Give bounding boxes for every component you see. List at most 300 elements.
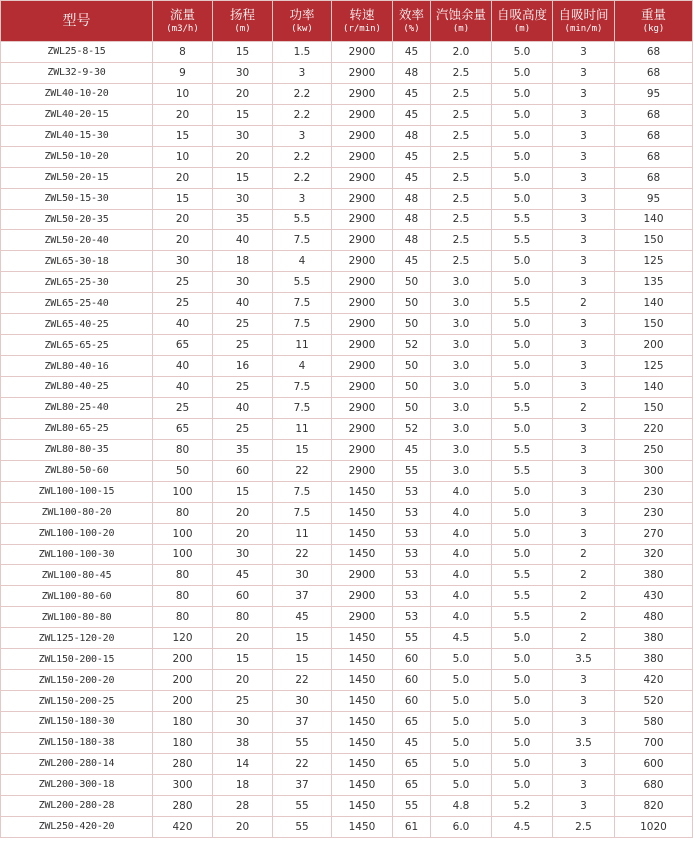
- cell-speed: 2900: [332, 83, 393, 104]
- cell-efficiency: 53: [393, 481, 431, 502]
- cell-model: ZWL80-40-16: [1, 356, 153, 377]
- cell-efficiency: 53: [393, 544, 431, 565]
- column-header-unit: (kw): [291, 23, 313, 34]
- cell-model: ZWL65-25-40: [1, 293, 153, 314]
- cell-speed: 1450: [332, 712, 393, 733]
- cell-power: 4: [273, 251, 332, 272]
- cell-priming-time: 3: [553, 712, 615, 733]
- cell-efficiency: 45: [393, 251, 431, 272]
- cell-power: 7.5: [273, 397, 332, 418]
- cell-flow: 80: [153, 502, 213, 523]
- cell-weight: 220: [615, 418, 693, 439]
- cell-weight: 150: [615, 397, 693, 418]
- cell-flow: 15: [153, 188, 213, 209]
- cell-head: 25: [213, 335, 273, 356]
- cell-flow: 9: [153, 62, 213, 83]
- cell-head: 15: [213, 104, 273, 125]
- cell-npsh: 2.5: [431, 167, 492, 188]
- cell-head: 25: [213, 314, 273, 335]
- cell-npsh: 5.0: [431, 712, 492, 733]
- cell-priming-time: 2.5: [553, 816, 615, 837]
- cell-efficiency: 45: [393, 732, 431, 753]
- cell-flow: 20: [153, 230, 213, 251]
- cell-priming-time: 3: [553, 523, 615, 544]
- cell-suction-height: 5.0: [492, 62, 553, 83]
- cell-power: 7.5: [273, 502, 332, 523]
- cell-model: ZWL40-10-20: [1, 83, 153, 104]
- cell-weight: 250: [615, 439, 693, 460]
- cell-npsh: 4.0: [431, 544, 492, 565]
- cell-weight: 135: [615, 272, 693, 293]
- cell-model: ZWL100-80-20: [1, 502, 153, 523]
- cell-suction-height: 5.0: [492, 335, 553, 356]
- cell-power: 45: [273, 607, 332, 628]
- cell-npsh: 3.0: [431, 293, 492, 314]
- cell-flow: 20: [153, 104, 213, 125]
- cell-weight: 380: [615, 628, 693, 649]
- column-header-npsh: [431, 1, 492, 42]
- column-header-model: [1, 1, 153, 42]
- cell-npsh: 4.0: [431, 607, 492, 628]
- cell-flow: 65: [153, 335, 213, 356]
- cell-power: 2.2: [273, 83, 332, 104]
- cell-model: ZWL32-9-30: [1, 62, 153, 83]
- cell-speed: 2900: [332, 230, 393, 251]
- cell-speed: 2900: [332, 439, 393, 460]
- column-header-label: 自吸时间: [558, 6, 609, 22]
- cell-head: 30: [213, 272, 273, 293]
- table-row: [1, 356, 693, 377]
- cell-speed: 1450: [332, 732, 393, 753]
- cell-model: ZWL250-420-20: [1, 816, 153, 837]
- cell-efficiency: 52: [393, 335, 431, 356]
- cell-power: 3: [273, 188, 332, 209]
- cell-model: ZWL125-120-20: [1, 628, 153, 649]
- cell-head: 20: [213, 523, 273, 544]
- cell-efficiency: 53: [393, 607, 431, 628]
- cell-suction-height: 5.0: [492, 83, 553, 104]
- cell-power: 11: [273, 335, 332, 356]
- cell-npsh: 4.0: [431, 502, 492, 523]
- table-row: [1, 377, 693, 398]
- cell-head: 60: [213, 586, 273, 607]
- cell-priming-time: 3: [553, 146, 615, 167]
- cell-model: ZWL80-50-60: [1, 460, 153, 481]
- cell-npsh: 2.5: [431, 83, 492, 104]
- cell-priming-time: 3: [553, 460, 615, 481]
- cell-suction-height: 5.0: [492, 628, 553, 649]
- cell-priming-time: 3: [553, 272, 615, 293]
- cell-speed: 2900: [332, 377, 393, 398]
- cell-head: 30: [213, 544, 273, 565]
- cell-flow: 40: [153, 356, 213, 377]
- column-header-efficiency: [393, 1, 431, 42]
- cell-model: ZWL200-280-28: [1, 795, 153, 816]
- cell-suction-height: 5.5: [492, 439, 553, 460]
- cell-suction-height: 5.0: [492, 712, 553, 733]
- cell-suction-height: 5.0: [492, 104, 553, 125]
- cell-model: ZWL50-10-20: [1, 146, 153, 167]
- cell-npsh: 3.0: [431, 335, 492, 356]
- cell-priming-time: 3: [553, 377, 615, 398]
- cell-model: ZWL100-100-15: [1, 481, 153, 502]
- cell-speed: 1450: [332, 523, 393, 544]
- cell-suction-height: 5.0: [492, 42, 553, 63]
- cell-efficiency: 53: [393, 523, 431, 544]
- cell-efficiency: 48: [393, 209, 431, 230]
- cell-flow: 80: [153, 439, 213, 460]
- table-row: [1, 691, 693, 712]
- table-row: [1, 586, 693, 607]
- cell-priming-time: 3: [553, 251, 615, 272]
- cell-priming-time: 3.5: [553, 732, 615, 753]
- table-row: [1, 188, 693, 209]
- table-row: [1, 146, 693, 167]
- cell-efficiency: 60: [393, 649, 431, 670]
- cell-efficiency: 45: [393, 104, 431, 125]
- cell-efficiency: 50: [393, 314, 431, 335]
- cell-priming-time: 3: [553, 691, 615, 712]
- cell-suction-height: 5.5: [492, 565, 553, 586]
- cell-model: ZWL150-200-20: [1, 670, 153, 691]
- table-row: [1, 104, 693, 125]
- table-row: [1, 712, 693, 733]
- cell-efficiency: 45: [393, 146, 431, 167]
- header-row: [1, 1, 693, 42]
- cell-model: ZWL200-300-18: [1, 774, 153, 795]
- cell-priming-time: 3: [553, 335, 615, 356]
- cell-weight: 430: [615, 586, 693, 607]
- cell-efficiency: 53: [393, 502, 431, 523]
- cell-head: 20: [213, 83, 273, 104]
- table-row: [1, 460, 693, 481]
- cell-speed: 2900: [332, 335, 393, 356]
- cell-head: 30: [213, 125, 273, 146]
- cell-suction-height: 5.0: [492, 544, 553, 565]
- cell-suction-height: 5.5: [492, 209, 553, 230]
- cell-weight: 125: [615, 251, 693, 272]
- cell-efficiency: 45: [393, 167, 431, 188]
- cell-suction-height: 5.0: [492, 272, 553, 293]
- cell-head: 30: [213, 62, 273, 83]
- table-row: [1, 753, 693, 774]
- cell-flow: 40: [153, 314, 213, 335]
- cell-npsh: 2.5: [431, 251, 492, 272]
- table-row: [1, 167, 693, 188]
- cell-model: ZWL40-20-15: [1, 104, 153, 125]
- cell-weight: 580: [615, 712, 693, 733]
- cell-npsh: 4.0: [431, 586, 492, 607]
- cell-power: 22: [273, 753, 332, 774]
- cell-flow: 100: [153, 481, 213, 502]
- cell-speed: 1450: [332, 753, 393, 774]
- cell-speed: 2900: [332, 460, 393, 481]
- cell-efficiency: 65: [393, 774, 431, 795]
- cell-power: 15: [273, 439, 332, 460]
- cell-efficiency: 60: [393, 691, 431, 712]
- cell-suction-height: 5.0: [492, 753, 553, 774]
- cell-priming-time: 3: [553, 418, 615, 439]
- cell-weight: 700: [615, 732, 693, 753]
- table-row: [1, 439, 693, 460]
- cell-efficiency: 53: [393, 565, 431, 586]
- cell-power: 2.2: [273, 104, 332, 125]
- cell-flow: 8: [153, 42, 213, 63]
- cell-model: ZWL50-20-35: [1, 209, 153, 230]
- cell-npsh: 4.8: [431, 795, 492, 816]
- cell-power: 2.2: [273, 167, 332, 188]
- cell-head: 45: [213, 565, 273, 586]
- cell-model: ZWL100-80-45: [1, 565, 153, 586]
- cell-efficiency: 60: [393, 670, 431, 691]
- cell-flow: 30: [153, 251, 213, 272]
- column-header-unit: (m): [452, 23, 470, 34]
- cell-npsh: 5.0: [431, 732, 492, 753]
- cell-priming-time: 3: [553, 167, 615, 188]
- cell-power: 11: [273, 523, 332, 544]
- cell-suction-height: 5.0: [492, 670, 553, 691]
- cell-priming-time: 3: [553, 125, 615, 146]
- cell-efficiency: 50: [393, 272, 431, 293]
- cell-model: ZWL100-80-80: [1, 607, 153, 628]
- cell-speed: 2900: [332, 607, 393, 628]
- cell-speed: 1450: [332, 691, 393, 712]
- cell-head: 20: [213, 628, 273, 649]
- cell-head: 15: [213, 481, 273, 502]
- cell-model: ZWL80-65-25: [1, 418, 153, 439]
- cell-speed: 2900: [332, 418, 393, 439]
- table-row: [1, 732, 693, 753]
- cell-priming-time: 3: [553, 774, 615, 795]
- cell-head: 38: [213, 732, 273, 753]
- cell-head: 20: [213, 816, 273, 837]
- cell-power: 15: [273, 649, 332, 670]
- column-header-label: 效率: [398, 6, 424, 22]
- cell-flow: 120: [153, 628, 213, 649]
- cell-head: 30: [213, 712, 273, 733]
- column-header-speed: [332, 1, 393, 42]
- cell-speed: 1450: [332, 670, 393, 691]
- cell-speed: 2900: [332, 251, 393, 272]
- cell-speed: 2900: [332, 104, 393, 125]
- cell-suction-height: 5.0: [492, 377, 553, 398]
- cell-model: ZWL50-15-30: [1, 188, 153, 209]
- column-header-label: 流量: [169, 6, 195, 22]
- cell-npsh: 5.0: [431, 774, 492, 795]
- cell-efficiency: 48: [393, 188, 431, 209]
- cell-power: 3: [273, 125, 332, 146]
- cell-speed: 1450: [332, 544, 393, 565]
- table-row: [1, 314, 693, 335]
- cell-npsh: 2.0: [431, 42, 492, 63]
- cell-priming-time: 2: [553, 397, 615, 418]
- cell-flow: 50: [153, 460, 213, 481]
- cell-head: 20: [213, 502, 273, 523]
- cell-priming-time: 3: [553, 188, 615, 209]
- cell-flow: 200: [153, 691, 213, 712]
- cell-priming-time: 3: [553, 502, 615, 523]
- cell-weight: 150: [615, 230, 693, 251]
- cell-efficiency: 55: [393, 795, 431, 816]
- table-body: [1, 42, 693, 838]
- cell-head: 25: [213, 377, 273, 398]
- cell-flow: 100: [153, 523, 213, 544]
- cell-weight: 68: [615, 42, 693, 63]
- cell-npsh: 4.0: [431, 481, 492, 502]
- table-row: [1, 565, 693, 586]
- cell-npsh: 5.0: [431, 670, 492, 691]
- cell-speed: 2900: [332, 62, 393, 83]
- cell-weight: 320: [615, 544, 693, 565]
- cell-flow: 280: [153, 753, 213, 774]
- cell-power: 22: [273, 460, 332, 481]
- table-row: [1, 125, 693, 146]
- column-header-priming-time: [553, 1, 615, 42]
- column-header-suction-height: [492, 1, 553, 42]
- cell-priming-time: 3.5: [553, 649, 615, 670]
- cell-power: 7.5: [273, 314, 332, 335]
- table-row: [1, 397, 693, 418]
- column-header-label: 重量: [640, 6, 666, 22]
- cell-flow: 25: [153, 272, 213, 293]
- cell-model: ZWL50-20-15: [1, 167, 153, 188]
- cell-speed: 2900: [332, 293, 393, 314]
- cell-suction-height: 4.5: [492, 816, 553, 837]
- cell-flow: 10: [153, 146, 213, 167]
- cell-weight: 95: [615, 83, 693, 104]
- cell-speed: 1450: [332, 502, 393, 523]
- cell-suction-height: 5.0: [492, 314, 553, 335]
- cell-weight: 125: [615, 356, 693, 377]
- cell-head: 14: [213, 753, 273, 774]
- cell-power: 22: [273, 544, 332, 565]
- cell-suction-height: 5.0: [492, 418, 553, 439]
- cell-head: 40: [213, 293, 273, 314]
- table-row: [1, 523, 693, 544]
- cell-weight: 140: [615, 209, 693, 230]
- cell-speed: 1450: [332, 628, 393, 649]
- cell-head: 15: [213, 42, 273, 63]
- cell-flow: 180: [153, 732, 213, 753]
- cell-weight: 140: [615, 293, 693, 314]
- cell-speed: 2900: [332, 314, 393, 335]
- cell-priming-time: 3: [553, 670, 615, 691]
- table-row: [1, 42, 693, 63]
- cell-power: 37: [273, 774, 332, 795]
- column-header-unit: (r/min): [343, 23, 381, 34]
- cell-power: 37: [273, 712, 332, 733]
- table-row: [1, 272, 693, 293]
- cell-speed: 2900: [332, 586, 393, 607]
- cell-head: 20: [213, 146, 273, 167]
- cell-efficiency: 52: [393, 418, 431, 439]
- cell-npsh: 2.5: [431, 104, 492, 125]
- column-header-unit: (m): [513, 23, 531, 34]
- cell-power: 5.5: [273, 209, 332, 230]
- cell-efficiency: 55: [393, 460, 431, 481]
- cell-model: ZWL40-15-30: [1, 125, 153, 146]
- cell-head: 20: [213, 670, 273, 691]
- cell-priming-time: 3: [553, 753, 615, 774]
- cell-power: 5.5: [273, 272, 332, 293]
- cell-power: 22: [273, 670, 332, 691]
- cell-efficiency: 48: [393, 62, 431, 83]
- cell-weight: 68: [615, 146, 693, 167]
- cell-flow: 280: [153, 795, 213, 816]
- cell-suction-height: 5.0: [492, 188, 553, 209]
- cell-npsh: 3.0: [431, 314, 492, 335]
- column-header-label: 汽蚀余量: [435, 6, 486, 22]
- cell-efficiency: 45: [393, 83, 431, 104]
- cell-suction-height: 5.0: [492, 523, 553, 544]
- cell-model: ZWL150-200-25: [1, 691, 153, 712]
- cell-efficiency: 50: [393, 293, 431, 314]
- cell-npsh: 3.0: [431, 377, 492, 398]
- cell-speed: 2900: [332, 42, 393, 63]
- cell-suction-height: 5.5: [492, 230, 553, 251]
- cell-speed: 2900: [332, 188, 393, 209]
- cell-head: 16: [213, 356, 273, 377]
- cell-weight: 230: [615, 502, 693, 523]
- cell-weight: 680: [615, 774, 693, 795]
- table-row: [1, 62, 693, 83]
- cell-flow: 100: [153, 544, 213, 565]
- cell-model: ZWL100-100-30: [1, 544, 153, 565]
- cell-power: 7.5: [273, 230, 332, 251]
- cell-npsh: 3.0: [431, 418, 492, 439]
- cell-efficiency: 61: [393, 816, 431, 837]
- cell-head: 60: [213, 460, 273, 481]
- cell-model: ZWL65-30-18: [1, 251, 153, 272]
- cell-power: 7.5: [273, 481, 332, 502]
- cell-weight: 68: [615, 167, 693, 188]
- table-row: [1, 649, 693, 670]
- cell-power: 55: [273, 732, 332, 753]
- table-row: [1, 628, 693, 649]
- cell-npsh: 5.0: [431, 753, 492, 774]
- cell-flow: 80: [153, 586, 213, 607]
- cell-power: 55: [273, 795, 332, 816]
- cell-head: 28: [213, 795, 273, 816]
- cell-efficiency: 48: [393, 125, 431, 146]
- cell-priming-time: 3: [553, 62, 615, 83]
- cell-power: 1.5: [273, 42, 332, 63]
- cell-flow: 20: [153, 167, 213, 188]
- cell-efficiency: 65: [393, 753, 431, 774]
- table-row: [1, 670, 693, 691]
- column-header-head: [213, 1, 273, 42]
- cell-suction-height: 5.0: [492, 774, 553, 795]
- cell-head: 30: [213, 188, 273, 209]
- column-header-flow: [153, 1, 213, 42]
- cell-weight: 600: [615, 753, 693, 774]
- cell-flow: 10: [153, 83, 213, 104]
- table-row: [1, 481, 693, 502]
- table-row: [1, 607, 693, 628]
- cell-npsh: 4.5: [431, 628, 492, 649]
- cell-weight: 68: [615, 125, 693, 146]
- column-header-weight: [615, 1, 693, 42]
- cell-weight: 150: [615, 314, 693, 335]
- cell-power: 30: [273, 565, 332, 586]
- cell-suction-height: 5.5: [492, 293, 553, 314]
- cell-head: 25: [213, 691, 273, 712]
- column-header-label: 扬程: [229, 6, 255, 22]
- cell-power: 37: [273, 586, 332, 607]
- cell-speed: 2900: [332, 209, 393, 230]
- column-header-label: 功率: [289, 6, 315, 22]
- cell-weight: 270: [615, 523, 693, 544]
